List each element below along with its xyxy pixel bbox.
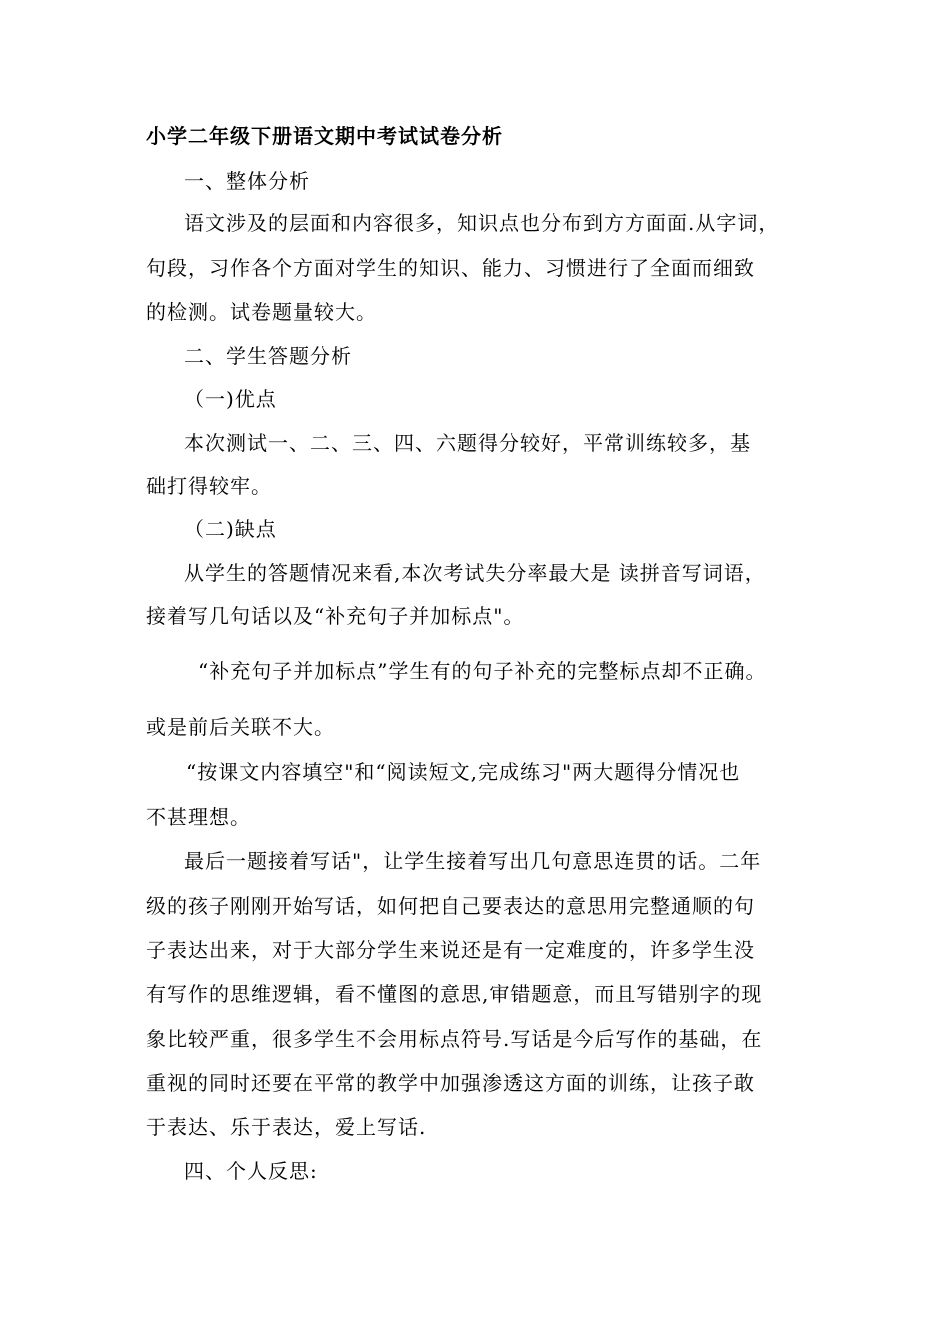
paragraph-line: 本次测试一、二、三、四、六题得分较好，平常训练较多，基 — [184, 431, 751, 455]
subheading-weaknesses: （二)缺点 — [184, 517, 277, 541]
paragraph-line: 子表达出来，对于大部分学生来说还是有一定难度的，许多学生没 — [146, 938, 755, 962]
paragraph-line: 有写作的思维逻辑，看不懂图的意思,审错题意，而且写错别字的现 — [146, 982, 763, 1006]
paragraph-line: 重视的同时还要在平常的教学中加强渗透这方面的训练，让孩子敢 — [146, 1071, 755, 1095]
paragraph-line: 从学生的答题情况来看,本次考试失分率最大是 读拼音写词语， — [184, 561, 766, 585]
paragraph-line: 象比较严重，很多学生不会用标点符号.写话是今后写作的基础，在 — [146, 1027, 763, 1051]
section-heading-answer-analysis: 二、学生答题分析 — [184, 344, 352, 368]
paragraph-line: “按课文内容填空"和“阅读短文,完成练习"两大题得分情况也 — [186, 760, 741, 784]
section-heading-overall: 一、整体分析 — [184, 169, 310, 193]
paragraph-line: 或是前后关联不大。 — [146, 715, 335, 739]
section-heading-reflection: 四、个人反思: — [184, 1159, 318, 1183]
paragraph-line: 的检测。试卷题量较大。 — [146, 300, 377, 324]
paragraph-line: 语文涉及的层面和内容很多，知识点也分布到方方面面.从字词， — [184, 211, 780, 235]
paragraph-line: “补充句子并加标点”学生有的句子补充的完整标点却不正确。 — [198, 659, 767, 683]
paragraph-line: 础打得较牢。 — [146, 474, 272, 498]
page-title: 小学二年级下册语文期中考试试卷分析 — [146, 124, 503, 148]
subheading-strengths: （一)优点 — [184, 387, 277, 411]
paragraph-line: 句段，习作各个方面对学生的知识、能力、习惯进行了全面而细致 — [146, 256, 755, 280]
paragraph-line: 级的孩子刚刚开始写话，如何把自己要表达的意思用完整通顺的句 — [146, 894, 755, 918]
paragraph-line: 于表达、乐于表达，爱上写话. — [146, 1115, 427, 1139]
paragraph-line: 最后一题接着写话"，让学生接着写出几句意思连贯的话。二年 — [184, 849, 762, 873]
paragraph-line: 不甚理想。 — [146, 805, 251, 829]
paragraph-line: 接着写几句话以及“补充句子并加标点"。 — [146, 604, 525, 628]
